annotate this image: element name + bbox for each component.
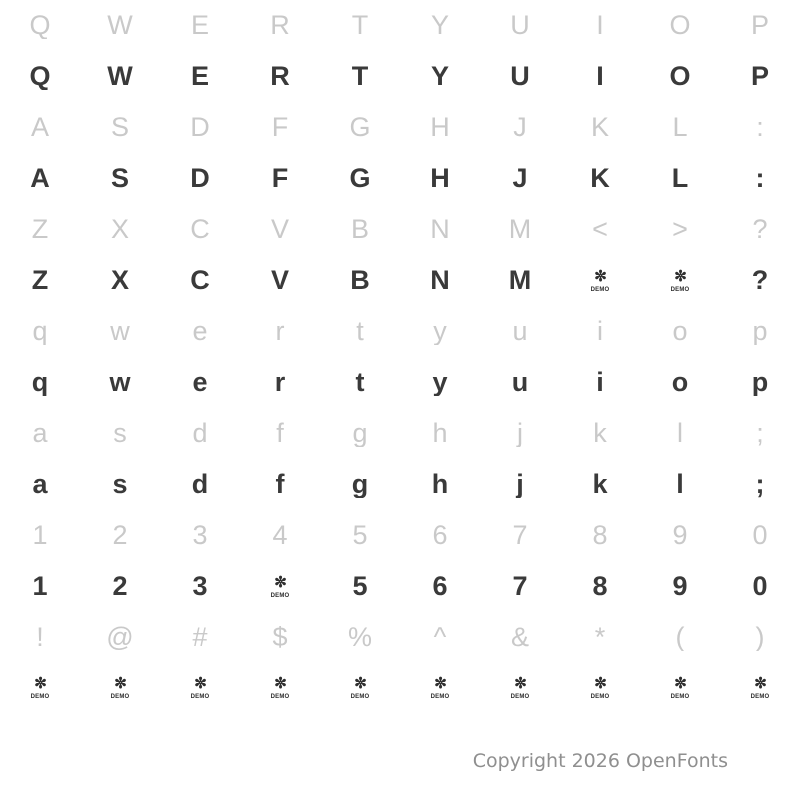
- glyph-row: [0, 255, 800, 306]
- glyph-cell: X: [110, 216, 129, 243]
- glyph-cell: ): [755, 624, 765, 651]
- glyph-cell: d: [192, 420, 208, 447]
- glyph-cell: O: [669, 63, 691, 90]
- glyph-cell: L: [671, 165, 689, 192]
- glyph-row: [0, 663, 800, 711]
- flower-icon: [747, 675, 773, 701]
- glyph-cell: C: [190, 216, 210, 243]
- glyph-cell: i: [597, 318, 603, 345]
- glyph-row: [0, 459, 800, 510]
- glyph-cell: B: [350, 267, 370, 294]
- glyph-cell: :: [756, 114, 764, 141]
- flower-icon: [427, 675, 453, 701]
- glyph-cell: ;: [756, 420, 764, 447]
- flower-icon: [507, 675, 533, 701]
- glyph-cell: A: [30, 165, 50, 192]
- glyph-cell: q: [32, 318, 48, 345]
- glyph-cell: K: [590, 114, 609, 141]
- demo-placeholder-glyph: [320, 673, 400, 701]
- glyph-cell: G: [349, 114, 371, 141]
- glyph-cell: t: [356, 318, 364, 345]
- glyph-row: [0, 408, 800, 459]
- flower-petals: ✼: [354, 674, 366, 692]
- demo-label: DEMO: [270, 593, 290, 600]
- glyph-cell: 0: [752, 522, 768, 549]
- flower-petals: ✼: [274, 674, 286, 692]
- glyph-cell: M: [508, 267, 532, 294]
- glyph-cell: A: [30, 114, 49, 141]
- glyph-cell: B: [350, 216, 369, 243]
- glyph-cell: j: [517, 420, 523, 447]
- glyph-cell: w: [110, 318, 130, 345]
- glyph-cell: u: [511, 369, 529, 396]
- glyph-cell: 6: [432, 573, 448, 600]
- glyph-cell: M: [508, 216, 532, 243]
- glyph-cell: K: [590, 165, 610, 192]
- glyph-cell: R: [270, 63, 290, 90]
- glyph-cell: a: [32, 471, 48, 498]
- flower-icon: [107, 675, 133, 701]
- demo-placeholder-glyph: [560, 267, 640, 295]
- glyph-row: [0, 153, 800, 204]
- glyph-cell: ?: [751, 267, 769, 294]
- flower-icon: [267, 675, 293, 701]
- glyph-cell: F: [271, 165, 289, 192]
- glyph-cell: ;: [755, 471, 765, 498]
- flower-icon: [587, 675, 613, 701]
- glyph-cell: a: [32, 420, 48, 447]
- glyph-cell: k: [592, 471, 608, 498]
- flower-icon: [267, 574, 293, 600]
- glyph-row: [0, 0, 800, 51]
- demo-placeholder-glyph: [0, 673, 80, 701]
- glyph-cell: 3: [192, 522, 208, 549]
- demo-label: DEMO: [510, 693, 530, 700]
- glyph-cell: g: [352, 420, 368, 447]
- demo-placeholder-glyph: [560, 673, 640, 701]
- glyph-cell: 1: [32, 522, 48, 549]
- demo-label: DEMO: [350, 693, 370, 700]
- glyph-cell: 9: [672, 522, 688, 549]
- glyph-cell: ^: [433, 624, 447, 651]
- demo-label: DEMO: [670, 693, 690, 700]
- glyph-cell: p: [752, 318, 768, 345]
- flower-petals: ✼: [674, 268, 686, 286]
- flower-icon: [27, 675, 53, 701]
- glyph-cell: *: [594, 624, 606, 651]
- glyph-cell: 6: [432, 522, 448, 549]
- demo-placeholder-glyph: [400, 673, 480, 701]
- glyph-cell: R: [270, 12, 290, 39]
- glyph-cell: y: [432, 369, 448, 396]
- flower-icon: [667, 675, 693, 701]
- glyph-row: [0, 510, 800, 561]
- glyph-cell: 0: [752, 573, 768, 600]
- glyph-cell: O: [669, 12, 691, 39]
- flower-icon: [667, 268, 693, 294]
- glyph-row: [0, 357, 800, 408]
- glyph-cell: W: [107, 63, 133, 90]
- glyph-cell: C: [190, 267, 210, 294]
- demo-label: DEMO: [750, 693, 770, 700]
- glyph-cell: o: [671, 369, 689, 396]
- flower-petals: ✼: [114, 674, 126, 692]
- glyph-cell: t: [355, 369, 365, 396]
- flower-icon: [187, 675, 213, 701]
- glyph-cell: S: [110, 165, 129, 192]
- glyph-cell: y: [433, 318, 447, 345]
- flower-petals: ✼: [274, 574, 286, 592]
- glyph-cell: f: [276, 420, 284, 447]
- glyph-cell: 2: [112, 522, 128, 549]
- glyph-row: [0, 102, 800, 153]
- glyph-cell: P: [750, 63, 769, 90]
- glyph-cell: @: [106, 624, 134, 651]
- glyph-cell: N: [430, 267, 450, 294]
- glyph-cell: Z: [31, 216, 49, 243]
- glyph-cell: >: [672, 216, 688, 243]
- glyph-cell: U: [510, 12, 530, 39]
- glyph-cell: &: [510, 624, 529, 651]
- glyph-cell: I: [596, 63, 604, 90]
- demo-placeholder-glyph: [640, 267, 720, 295]
- glyph-cell: G: [349, 165, 371, 192]
- glyph-cell: e: [192, 318, 208, 345]
- glyph-cell: $: [272, 624, 288, 651]
- glyph-cell: F: [271, 114, 289, 141]
- glyph-cell: g: [351, 471, 369, 498]
- glyph-cell: :: [755, 165, 765, 192]
- glyph-cell: U: [510, 63, 530, 90]
- glyph-cell: <: [592, 216, 608, 243]
- glyph-cell: H: [430, 114, 450, 141]
- glyph-cell: f: [275, 471, 285, 498]
- glyph-cell: V: [270, 216, 289, 243]
- glyph-cell: 8: [592, 573, 608, 600]
- demo-label: DEMO: [590, 287, 610, 294]
- glyph-row: [0, 612, 800, 663]
- glyph-cell: e: [192, 369, 208, 396]
- demo-placeholder-glyph: [640, 673, 720, 701]
- glyph-cell: l: [677, 420, 683, 447]
- copyright-notice: Copyright 2026 OpenFonts: [472, 750, 728, 772]
- glyph-cell: p: [751, 369, 769, 396]
- demo-label: DEMO: [30, 693, 50, 700]
- glyph-cell: Y: [430, 63, 449, 90]
- glyph-cell: r: [274, 369, 286, 396]
- glyph-cell: 1: [32, 573, 48, 600]
- glyph-cell: %: [347, 624, 372, 651]
- glyph-cell: Q: [29, 12, 51, 39]
- flower-petals: ✼: [594, 674, 606, 692]
- glyph-cell: u: [512, 318, 528, 345]
- glyph-cell: D: [190, 114, 210, 141]
- glyph-cell: P: [750, 12, 769, 39]
- glyph-cell: s: [112, 471, 128, 498]
- glyph-cell: ?: [752, 216, 768, 243]
- demo-label: DEMO: [110, 693, 130, 700]
- glyph-cell: X: [110, 267, 129, 294]
- glyph-cell: T: [351, 63, 369, 90]
- glyph-cell: E: [190, 63, 209, 90]
- glyph-cell: 3: [192, 573, 208, 600]
- glyph-cell: D: [190, 165, 210, 192]
- flower-icon: [587, 268, 613, 294]
- glyph-cell: 2: [112, 573, 128, 600]
- flower-petals: ✼: [674, 674, 686, 692]
- flower-petals: ✼: [194, 674, 206, 692]
- glyph-cell: j: [516, 471, 524, 498]
- demo-placeholder-glyph: [80, 673, 160, 701]
- glyph-cell: 4: [272, 522, 288, 549]
- flower-petals: ✼: [514, 674, 526, 692]
- glyph-cell: J: [512, 165, 528, 192]
- glyph-cell: q: [31, 369, 49, 396]
- glyph-cell: !: [36, 624, 44, 651]
- demo-placeholder-glyph: [160, 673, 240, 701]
- demo-placeholder-glyph: [240, 673, 320, 701]
- glyph-cell: r: [275, 318, 285, 345]
- glyph-cell: 5: [352, 522, 368, 549]
- glyph-cell: H: [430, 165, 450, 192]
- glyph-cell: W: [107, 12, 133, 39]
- glyph-cell: i: [596, 369, 604, 396]
- glyph-cell: I: [596, 12, 604, 39]
- glyph-cell: J: [513, 114, 527, 141]
- glyph-cell: E: [190, 12, 209, 39]
- demo-placeholder-glyph: [720, 673, 800, 701]
- glyph-cell: (: [675, 624, 685, 651]
- demo-label: DEMO: [270, 693, 290, 700]
- glyph-cell: 8: [592, 522, 608, 549]
- glyph-cell: 9: [672, 573, 688, 600]
- demo-label: DEMO: [430, 693, 450, 700]
- demo-placeholder-glyph: [240, 573, 320, 601]
- glyph-row: [0, 561, 800, 612]
- glyph-cell: o: [672, 318, 688, 345]
- flower-icon: [347, 675, 373, 701]
- glyph-row: [0, 51, 800, 102]
- glyph-cell: L: [672, 114, 688, 141]
- glyph-cell: Z: [31, 267, 49, 294]
- glyph-cell: k: [593, 420, 607, 447]
- glyph-cell: Y: [430, 12, 449, 39]
- flower-petals: ✼: [34, 674, 46, 692]
- demo-label: DEMO: [670, 287, 690, 294]
- glyph-row: [0, 204, 800, 255]
- glyph-cell: 5: [352, 573, 368, 600]
- flower-petals: ✼: [434, 674, 446, 692]
- glyph-cell: 7: [512, 522, 528, 549]
- flower-petals: ✼: [594, 268, 606, 286]
- demo-label: DEMO: [190, 693, 210, 700]
- flower-petals: ✼: [754, 674, 766, 692]
- glyph-cell: S: [110, 114, 129, 141]
- glyph-cell: d: [191, 471, 209, 498]
- glyph-cell: V: [270, 267, 289, 294]
- glyph-cell: T: [351, 12, 369, 39]
- glyph-cell: #: [192, 624, 208, 651]
- glyph-row: [0, 306, 800, 357]
- glyph-cell: Q: [29, 63, 51, 90]
- demo-label: DEMO: [590, 693, 610, 700]
- glyph-cell: l: [676, 471, 684, 498]
- glyph-cell: 7: [512, 573, 528, 600]
- demo-placeholder-glyph: [480, 673, 560, 701]
- glyph-cell: s: [113, 420, 127, 447]
- glyph-cell: h: [431, 471, 449, 498]
- glyph-cell: w: [109, 369, 131, 396]
- glyph-cell: h: [432, 420, 448, 447]
- glyph-cell: N: [430, 216, 450, 243]
